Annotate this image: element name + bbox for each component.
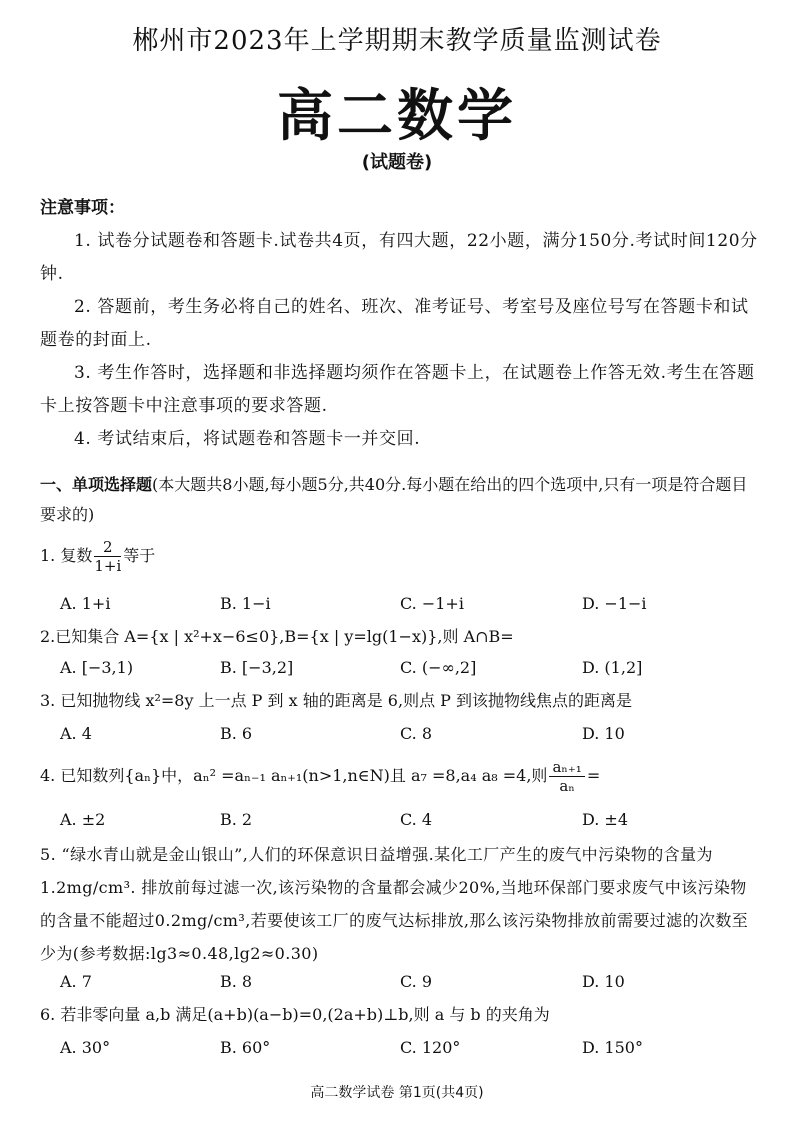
question-4-post: = xyxy=(586,766,601,785)
option-d: D. ±4 xyxy=(582,810,629,829)
option-c: C. 4 xyxy=(400,810,433,829)
question-4 xyxy=(40,758,760,795)
section-1-header xyxy=(40,470,760,530)
question-4-options xyxy=(60,810,760,836)
option-b: B. 6 xyxy=(220,724,253,743)
question-1 xyxy=(40,538,760,575)
option-d: D. −1−i xyxy=(582,594,647,613)
section-1-desc: (本大题共8小题,每小题5分,共40分.每小题在给出的四个选项中,只有一项是符合题目要求的) xyxy=(40,475,748,524)
question-1-options xyxy=(60,594,760,620)
notice-item-4: 4. 考试结束后，将试题卷和答题卡一并交回. xyxy=(74,429,421,449)
page-footer: 高二数学试卷 第1页(共4页) xyxy=(310,1085,484,1101)
option-a: A. 1+i xyxy=(60,594,111,613)
notice-block xyxy=(40,192,760,456)
question-2: 2.已知集合 A={x | x²+x−6≤0},B={x | y=lg(1−x)},则 A∩B= xyxy=(40,627,514,646)
option-c: C. 9 xyxy=(400,972,433,991)
option-c: C. (−∞,2] xyxy=(400,658,477,677)
fraction-denominator: aₙ xyxy=(559,777,575,795)
fraction-numerator: aₙ₊₁ xyxy=(549,758,584,777)
option-b: B. 8 xyxy=(220,972,253,991)
question-5-options xyxy=(60,972,760,998)
notice-item-2: 2. 答题前，考生务必将自己的姓名、班次、准考证号、考室号及座位号写在答题卡和试题卷的封面上. xyxy=(40,297,749,350)
option-a: A. 4 xyxy=(60,724,92,743)
option-a: A. [−3,1) xyxy=(60,658,134,677)
question-4-fraction xyxy=(549,758,584,795)
question-1-pre: 1. 复数 xyxy=(40,546,93,565)
question-6: 6. 若非零向量 a,b 满足(a+b)(a−b)=0,(2a+b)⊥b,则 a 与 b 的夹角为 xyxy=(40,1005,550,1024)
question-6-options xyxy=(60,1038,760,1064)
question-1-fraction xyxy=(94,538,121,575)
question-5: 5. “绿水青山就是金山银山”,人们的环保意识日益增强.某化工厂产生的废气中污染物的含量为1.2mg/cm³. 排放前每过滤一次,该污染物的含量都会减少20%,当地环保部门要求废气中该污染物的含量不能超过0.2mg/cm³,若要使该工厂的废气达标排放,那么该污染物排放前需要过滤的次数至少为(参考数据:lg3≈0.48,lg2≈0.30) xyxy=(40,845,749,963)
option-b: B. 60° xyxy=(220,1038,271,1057)
option-d: D. 150° xyxy=(582,1038,643,1057)
option-c: C. 8 xyxy=(400,724,433,743)
option-c: C. −1+i xyxy=(400,594,464,613)
notice-heading: 注意事项： xyxy=(40,198,125,218)
page-title: 高二数学 xyxy=(277,84,517,149)
notice-item-3: 3. 考生作答时，选择题和非选择题均须作在答题卡上，在试题卷上作答无效.考生在答题卡上按答题卡中注意事项的要求答题. xyxy=(40,363,755,416)
option-b: B. [−3,2] xyxy=(220,658,294,677)
exam-header: 郴州市2023年上学期期末教学质量监测试卷 xyxy=(132,26,662,56)
option-b: B. 1−i xyxy=(220,594,271,613)
section-1-heading: 一、单项选择题 xyxy=(40,475,153,494)
option-a: A. 7 xyxy=(60,972,92,991)
option-b: B. 2 xyxy=(220,810,253,829)
question-3: 3. 已知抛物线 x²=8y 上一点 P 到 x 轴的距离是 6,则点 P 到该抛物线焦点的距离是 xyxy=(40,691,633,710)
fraction-denominator: 1+i xyxy=(94,557,122,575)
option-a: A. 30° xyxy=(60,1038,111,1057)
question-1-post: 等于 xyxy=(123,546,156,565)
option-d: D. 10 xyxy=(582,724,625,743)
fraction-numerator: 2 xyxy=(94,538,121,557)
option-c: C. 120° xyxy=(400,1038,461,1057)
page-subtitle: (试题卷) xyxy=(361,152,433,173)
question-3-options xyxy=(60,724,760,750)
option-a: A. ±2 xyxy=(60,810,106,829)
notice-item-1: 1. 试卷分试题卷和答题卡.试卷共4页，有四大题，22小题，满分150分.考试时间120分钟. xyxy=(40,231,758,284)
question-2-options xyxy=(60,658,760,684)
question-4-pre: 4. 已知数列{aₙ}中，aₙ² =aₙ₋₁ aₙ₊₁(n>1,n∈N)且 a₇ =8,a₄ a₈ =4,则 xyxy=(40,766,548,785)
option-d: D. (1,2] xyxy=(582,658,643,677)
option-d: D. 10 xyxy=(582,972,625,991)
